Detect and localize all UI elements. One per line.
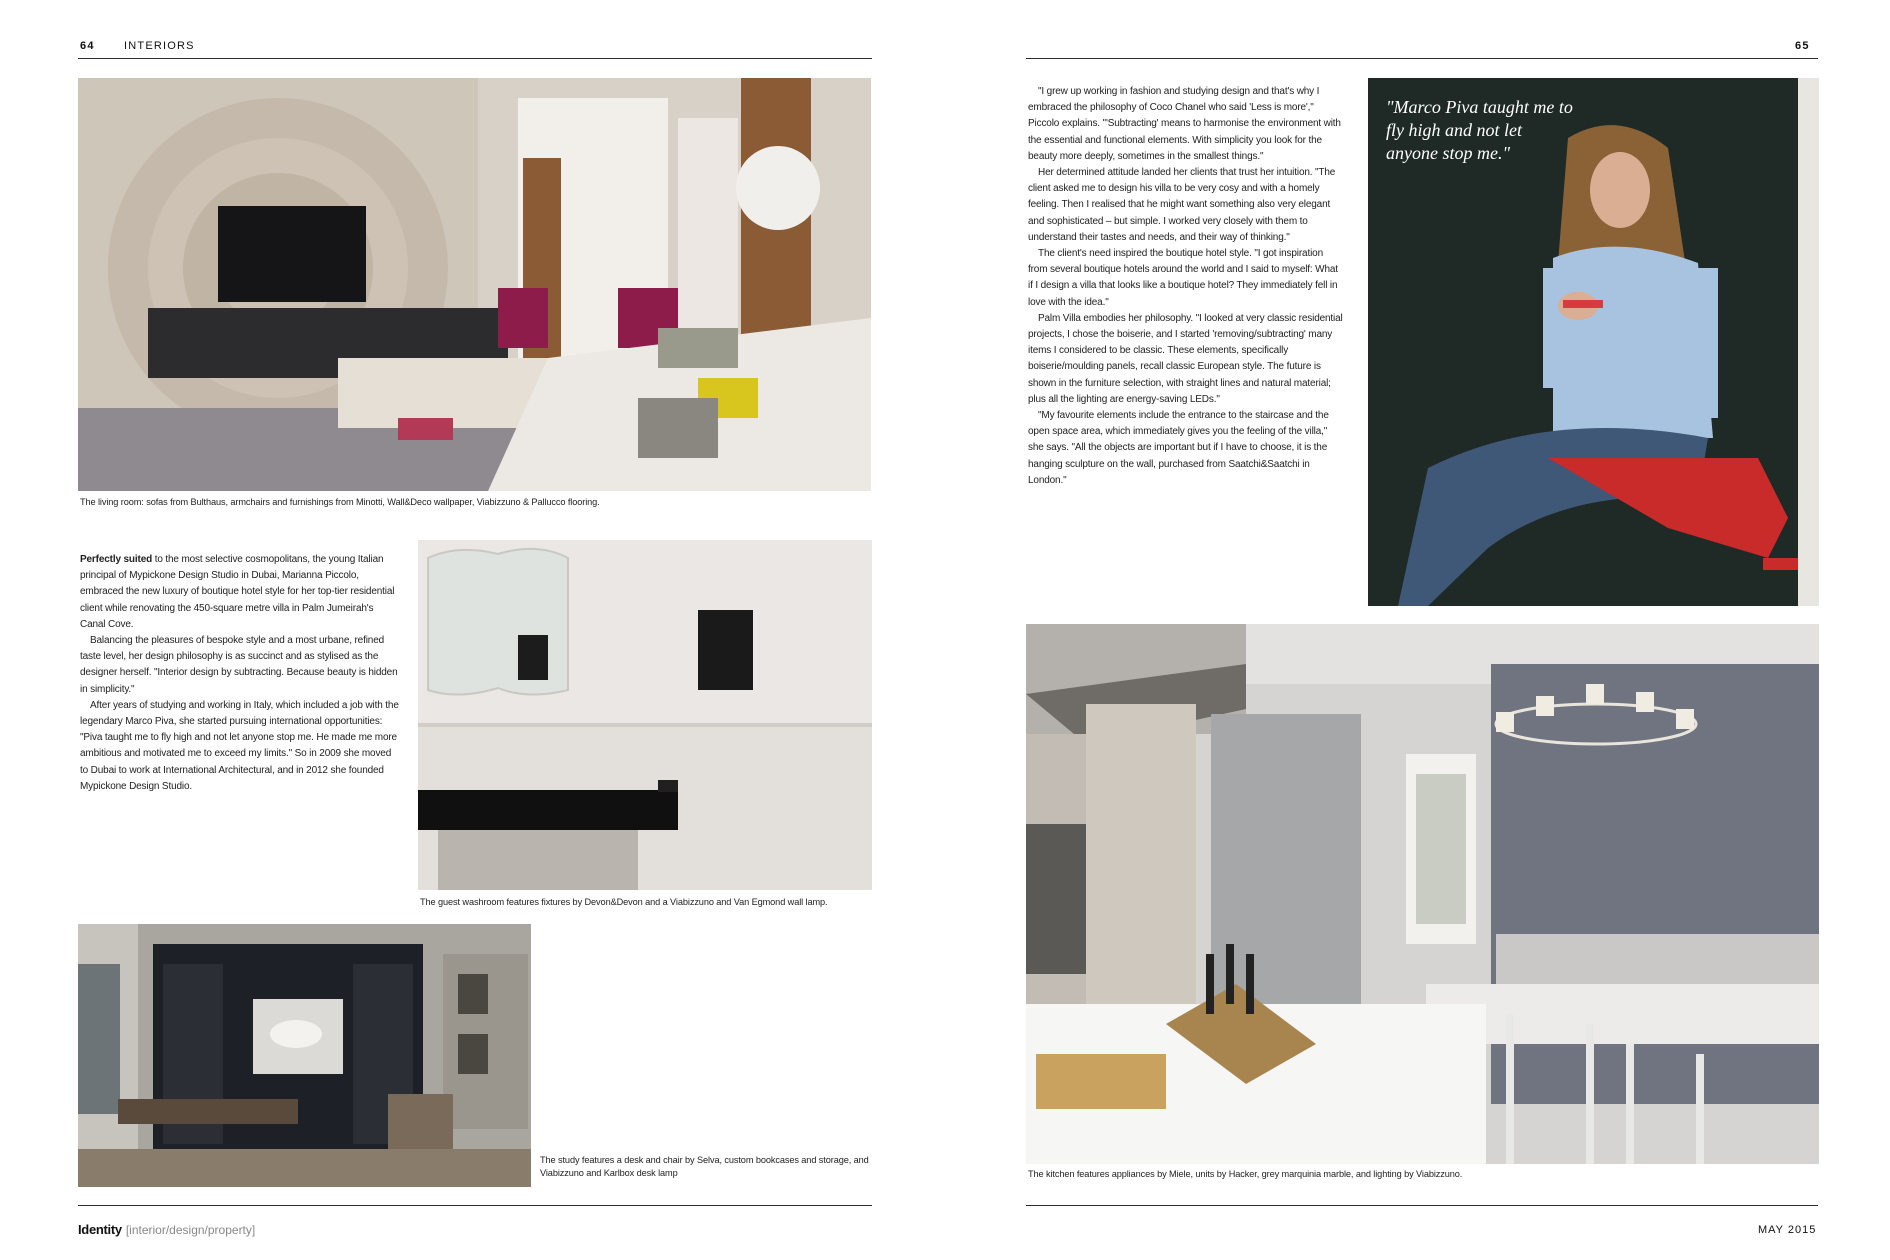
article-left-paragraph-1: Perfectly suited to the most selective cosmopolitans, the young Italian principal of Mypickone Design Studio in Dubai, Marianna Piccolo, embraced the new luxury of boutique hotel style for her top-tier residential client while renovating the 450-square metre villa in Palm Jumeirah's Canal Cove. <box>80 554 395 630</box>
article-right-paragraph-1: "I grew up working in fashion and studying design and that's why I embraced the philosophy of Coco Chanel who said 'Less is more'," Piccolo explains. "'Subtracting' means to harmonise the environment with the essential and functional elements. With simplicity you look for the beauty more deeply, sometimes in the smallest things." <box>1028 86 1341 162</box>
left-page-number: 64 <box>80 40 95 52</box>
article-right-paragraph-4: Palm Villa embodies her philosophy. "I looked at very classic residential projects, I chose the boiserie, and I started 'removing/subtracting' many items I considered to be classic. These elements, specifically boiserie/moulding panels, recall classic European style. The future is shown in the furniture selection, with straight lines and natural material; plus all the lighting are energy-saving LEDs." <box>1028 312 1343 405</box>
article-left-paragraph-3: After years of studying and working in Italy, which included a job with the legendary Marco Piva, she started pursuing international opportunities: "Piva taught me to fly high and not let anyone stop me. He made me more ambitious and motivated me to exceed my limits." So in 2009 she moved to Dubai to work at International Architectural, and in 2012 she founded Mypickone Design Studio. <box>80 699 399 792</box>
pull-quote: "Marco Piva taught me to fly high and not let anyone stop me." <box>1386 97 1573 163</box>
footer-brand <box>78 1222 255 1237</box>
study-photo <box>78 924 531 1187</box>
study-caption: The study features a desk and chair by Selva, custom bookcases and storage, and Viabizzuno and Karlbox desk lamp <box>540 1155 869 1178</box>
living-room-photo <box>78 78 871 491</box>
article-left-column <box>80 552 400 795</box>
brand-logo: Identity <box>78 1222 122 1237</box>
washroom-caption: The guest washroom features fixtures by Devon&Devon and a Viabizzuno and Van Egmond wall lamp. <box>420 897 828 907</box>
lead-in: Perfectly suited <box>80 554 153 565</box>
brand-tagline: [interior/design/property] <box>125 1223 256 1237</box>
article-right-paragraph-2: Her determined attitude landed her clients that trust her intuition. "The client asked me to design his villa to be very cosy and with a homely feeling. Then I realised that he might want something also very elegant and sophisticated – but simple. I worked very closely with them to understand their tastes and needs, and their way of thinking." <box>1028 167 1336 243</box>
article-left-paragraph-2: Balancing the pleasures of bespoke style and a most urbane, refined taste level, her design philosophy is as succinct and as stylised as the designer herself. "Interior design by subtracting. Because beauty is hidden in simplicity." <box>80 635 398 695</box>
article-right-paragraph-5: "My favourite elements include the entrance to the staircase and the open space area, which immediately gives you the feeling of the villa," she says. "All the objects are important but if I have to choose, it is the hanging sculpture on the wall, purchased from Saatchi&Saatchi in London." <box>1028 410 1329 486</box>
footer-rule-right <box>1026 1205 1818 1206</box>
washroom-photo <box>418 540 872 890</box>
kitchen-caption: The kitchen features appliances by Miele, units by Hacker, grey marquinia marble, and lighting by Viabizzuno. <box>1028 1169 1463 1179</box>
header-rule-left <box>78 58 872 59</box>
living-room-caption: The living room: sofas from Bulthaus, armchairs and furnishings from Minotti, Wall&Deco wallpaper, Viabizzuno & Pallucco flooring. <box>80 497 600 507</box>
section-title: INTERIORS <box>124 40 195 52</box>
header-rule-right <box>1026 58 1818 59</box>
article-right-paragraph-3: The client's need inspired the boutique hotel style. "I got inspiration from several boutique hotels around the world and I said to myself: What if I design a villa that looks like a boutique hotel? They immediately fell in love with the idea." <box>1028 248 1338 308</box>
kitchen-photo <box>1026 624 1819 1164</box>
footer-rule-left <box>78 1205 872 1206</box>
article-right-column <box>1028 84 1344 489</box>
right-page-number: 65 <box>1795 40 1810 52</box>
issue-date: MAY 2015 <box>1758 1224 1817 1236</box>
